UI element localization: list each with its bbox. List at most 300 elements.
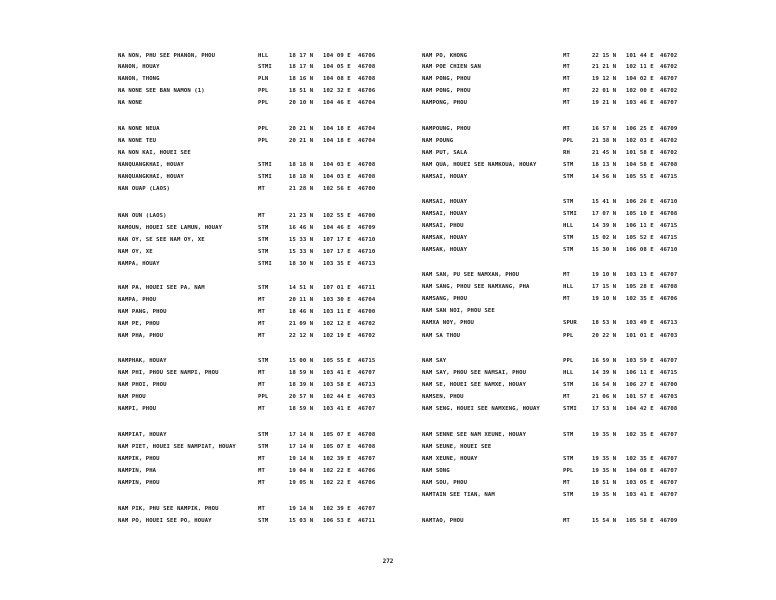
entry-type: HLL xyxy=(258,53,269,59)
entry-lon: 103 41 E xyxy=(323,370,351,376)
entry-lat: 15 03 N xyxy=(289,518,314,524)
entry-code: 46710 xyxy=(660,199,678,205)
entry-code: 46708 xyxy=(660,406,678,412)
entry-lat: 15 30 N xyxy=(592,247,617,253)
entry-type: MT xyxy=(258,309,265,315)
entry-type: MT xyxy=(563,296,570,302)
entry-name: NAMTAO, PHOU xyxy=(422,518,464,524)
entry-type: PPL xyxy=(258,394,269,400)
entry-lat: 18 17 N xyxy=(289,64,314,70)
entry-type: MT xyxy=(258,456,265,462)
entry-lat: 14 39 N xyxy=(592,370,617,376)
gazetteer-entry xyxy=(0,62,776,72)
gazetteer-entry xyxy=(0,282,776,292)
entry-lon: 106 27 E xyxy=(626,382,654,388)
entry-lon: 102 39 E xyxy=(323,506,351,512)
entry-name: NAM POUNG xyxy=(422,138,454,144)
entry-code: 46707 xyxy=(660,76,678,82)
entry-lon: 102 32 E xyxy=(323,88,351,94)
gazetteer-entry xyxy=(0,259,776,269)
entry-lat: 16 59 N xyxy=(592,358,617,364)
entry-lat: 20 21 N xyxy=(289,126,314,132)
entry-type: HLL xyxy=(563,370,574,376)
entry-name: NAM PE, PHOU xyxy=(118,321,160,327)
entry-lon: 105 55 E xyxy=(323,358,351,364)
entry-name: NAM POE CHIEN SAN xyxy=(422,64,481,70)
entry-name: NAMPA, HOUAY xyxy=(118,261,160,267)
entry-type: STM xyxy=(563,162,574,168)
entry-lon: 102 35 E xyxy=(626,456,654,462)
entry-name: NAM XEUNE, HOUAY xyxy=(422,456,478,462)
entry-code: 46706 xyxy=(358,88,376,94)
entry-name: NANQUANGKHAI, HOUAY xyxy=(118,162,184,168)
entry-type: STM xyxy=(563,492,574,498)
entry-lon: 107 17 E xyxy=(323,249,351,255)
entry-code: 46710 xyxy=(358,237,376,243)
entry-name: NAM SAN NOI, PHOU SEE xyxy=(422,308,495,314)
entry-name: NAMSANG, PHOU xyxy=(422,296,468,302)
entry-lat: 22 15 N xyxy=(592,53,617,59)
entry-name: NA NONE xyxy=(118,100,143,106)
entry-lon: 102 11 E xyxy=(626,64,654,70)
entry-name: NAMXA NOY, PHOU xyxy=(422,320,475,326)
entry-code: 46703 xyxy=(358,394,376,400)
entry-code: 46715 xyxy=(660,223,678,229)
gazetteer-entry xyxy=(0,209,776,219)
entry-lat: 17 53 N xyxy=(592,406,617,412)
entry-type: STMI xyxy=(563,211,577,217)
entry-type: STMI xyxy=(258,64,272,70)
entry-lat: 16 57 N xyxy=(592,126,617,132)
entry-lon: 104 08 E xyxy=(626,468,654,474)
entry-lon: 103 30 E xyxy=(323,297,351,303)
entry-lon: 101 57 E xyxy=(626,394,654,400)
entry-lat: 19 35 N xyxy=(592,432,617,438)
entry-code: 46706 xyxy=(660,296,678,302)
gazetteer-entry xyxy=(0,478,776,488)
entry-name: NAM SONG xyxy=(422,468,450,474)
entry-type: MT xyxy=(563,53,570,59)
entry-code: 46703 xyxy=(660,333,678,339)
entry-code: 46703 xyxy=(660,394,678,400)
gazetteer-entry xyxy=(0,51,776,61)
entry-code: 46708 xyxy=(660,162,678,168)
entry-type: HLL xyxy=(563,284,574,290)
entry-lat: 15 02 N xyxy=(592,235,617,241)
entry-code: 46708 xyxy=(660,284,678,290)
entry-code: 46707 xyxy=(358,406,376,412)
entry-type: MT xyxy=(258,370,265,376)
gazetteer-entry xyxy=(0,98,776,108)
entry-lat: 19 10 N xyxy=(592,272,617,278)
entry-lat: 18 18 N xyxy=(289,174,314,180)
entry-name: NA NON, PHU SEE PHANON, PHOU xyxy=(118,53,216,59)
entry-type: MT xyxy=(563,126,570,132)
entry-name: NAM SENNE SEE NAM XEUNE, HOUAY xyxy=(422,432,527,438)
entry-name: NA NONE TEU xyxy=(118,138,157,144)
entry-lat: 19 35 N xyxy=(592,492,617,498)
entry-lat: 21 21 N xyxy=(592,64,617,70)
entry-name: NAM PHOU xyxy=(118,394,146,400)
entry-type: STM xyxy=(563,174,574,180)
entry-lat: 17 14 N xyxy=(289,444,314,450)
entry-lon: 102 56 E xyxy=(323,186,351,192)
entry-code: 46700 xyxy=(358,213,376,219)
entry-lon: 103 41 E xyxy=(626,492,654,498)
entry-lat: 21 38 N xyxy=(592,138,617,144)
entry-lon: 105 07 E xyxy=(323,444,351,450)
entry-type: SPUR xyxy=(563,320,577,326)
entry-type: MT xyxy=(258,468,265,474)
entry-lat: 18 46 N xyxy=(289,309,314,315)
entry-type: STM xyxy=(258,237,269,243)
entry-type: PPL xyxy=(563,468,574,474)
entry-type: MT xyxy=(563,272,570,278)
entry-type: PPL xyxy=(258,138,269,144)
entry-name: NAM SA THOU xyxy=(422,333,461,339)
entry-lat: 20 11 N xyxy=(289,297,314,303)
entry-lat: 17 07 N xyxy=(592,211,617,217)
entry-code: 46713 xyxy=(358,261,376,267)
entry-lon: 105 52 E xyxy=(626,235,654,241)
entry-lon: 107 17 E xyxy=(323,237,351,243)
entry-code: 46707 xyxy=(660,480,678,486)
entry-code: 46700 xyxy=(358,186,376,192)
entry-lon: 102 35 E xyxy=(626,432,654,438)
entry-lat: 21 23 N xyxy=(289,213,314,219)
entry-lon: 102 12 E xyxy=(323,321,351,327)
entry-lat: 14 51 N xyxy=(289,285,314,291)
entry-name: NAMPA, PHOU xyxy=(118,297,157,303)
entry-code: 46704 xyxy=(358,297,376,303)
entry-code: 46708 xyxy=(358,444,376,450)
entry-code: 46702 xyxy=(660,64,678,70)
entry-name: NAM PANG, PHOU xyxy=(118,309,167,315)
entry-lat: 18 13 N xyxy=(592,162,617,168)
entry-name: NAMPIN, PHOU xyxy=(118,480,160,486)
entry-name: NAMPOUNG, PHOU xyxy=(422,126,471,132)
entry-lat: 20 22 N xyxy=(592,333,617,339)
entry-type: STM xyxy=(258,249,269,255)
entry-name: NANON, HOUAY xyxy=(118,64,160,70)
entry-code: 46706 xyxy=(358,53,376,59)
entry-lat: 19 14 N xyxy=(289,456,314,462)
entry-name: NAMSAI, HOUAY xyxy=(422,211,468,217)
entry-type: MT xyxy=(258,382,265,388)
gazetteer-entry xyxy=(0,160,776,170)
entry-lon: 104 09 E xyxy=(323,53,351,59)
entry-type: MT xyxy=(258,333,265,339)
entry-code: 46708 xyxy=(358,432,376,438)
gazetteer-entry xyxy=(0,356,776,366)
gazetteer-entry xyxy=(0,136,776,146)
entry-code: 46706 xyxy=(358,468,376,474)
gazetteer-entry xyxy=(0,504,776,514)
entry-name: NAMSEN, PHOU xyxy=(422,394,464,400)
entry-name: NAMPIAT, HOUAY xyxy=(118,432,167,438)
entry-name: NAM PIET, HOUEI SEE NAMPIAT, HOUAY xyxy=(118,444,236,450)
entry-name: NA NONE SEE BAN NAMON (1) xyxy=(118,88,205,94)
entry-type: PPL xyxy=(563,358,574,364)
entry-lat: 16 54 N xyxy=(592,382,617,388)
entry-code: 46709 xyxy=(358,225,376,231)
gazetteer-entry xyxy=(0,74,776,84)
entry-type: MT xyxy=(258,321,265,327)
entry-name: NANON, THONG xyxy=(118,76,160,82)
gazetteer-entry xyxy=(0,148,776,158)
entry-code: 46704 xyxy=(358,100,376,106)
gazetteer-entry xyxy=(0,404,776,414)
entry-lon: 104 03 E xyxy=(323,174,351,180)
entry-type: STMI xyxy=(258,174,272,180)
entry-name: NAM PONG, PHOU xyxy=(422,88,471,94)
entry-name: NANQUANGKHAI, HOUAY xyxy=(118,174,184,180)
entry-type: STM xyxy=(258,225,269,231)
entry-code: 46702 xyxy=(660,53,678,59)
entry-lat: 17 15 N xyxy=(592,284,617,290)
entry-name: NAM SAY xyxy=(422,358,447,364)
entry-name: NAM PHA, PHOU xyxy=(118,333,164,339)
entry-code: 46706 xyxy=(358,480,376,486)
entry-lon: 104 08 E xyxy=(323,76,351,82)
gazetteer-entry xyxy=(0,380,776,390)
entry-name: NAM PUT, SALA xyxy=(422,150,468,156)
entry-lat: 18 39 N xyxy=(289,382,314,388)
entry-name: NAN OUN (LAOS) xyxy=(118,213,167,219)
entry-lon: 104 46 E xyxy=(323,225,351,231)
entry-type: PPL xyxy=(258,126,269,132)
entry-lon: 106 25 E xyxy=(626,126,654,132)
entry-code: 46715 xyxy=(660,370,678,376)
entry-type: MT xyxy=(563,88,570,94)
entry-lat: 21 09 N xyxy=(289,321,314,327)
entry-lat: 18 53 N xyxy=(592,320,617,326)
entry-lat: 20 57 N xyxy=(289,394,314,400)
entry-name: NAM SAY, PHOU SEE NAMSAI, PHOU xyxy=(422,370,527,376)
entry-name: NAMSAK, HOUAY xyxy=(422,247,468,253)
entry-name: NAM PONG, PHOU xyxy=(422,76,471,82)
entry-name: NAMSAI, PHOU xyxy=(422,223,464,229)
entry-code: 46713 xyxy=(358,382,376,388)
entry-name: NAMSAI, HOUAY xyxy=(422,199,468,205)
entry-lat: 18 16 N xyxy=(289,76,314,82)
entry-lat: 21 06 N xyxy=(592,394,617,400)
entry-name: NAM QUA, HOUEI SEE NAMKOUA, HOUAY xyxy=(422,162,537,168)
entry-name: NAM PHI, PHOU SEE NAMPI, PHOU xyxy=(118,370,219,376)
gazetteer-entry xyxy=(0,442,776,452)
entry-code: 46715 xyxy=(358,358,376,364)
entry-code: 46710 xyxy=(358,249,376,255)
entry-type: STM xyxy=(563,432,574,438)
entry-lon: 101 01 E xyxy=(626,333,654,339)
gazetteer-entry xyxy=(0,233,776,243)
entry-lon: 106 26 E xyxy=(626,199,654,205)
entry-code: 46704 xyxy=(358,126,376,132)
gazetteer-entry xyxy=(0,306,776,316)
entry-code: 46711 xyxy=(358,285,376,291)
entry-lon: 103 58 E xyxy=(323,382,351,388)
entry-lon: 104 05 E xyxy=(323,64,351,70)
entry-code: 46707 xyxy=(358,506,376,512)
entry-type: PPL xyxy=(563,138,574,144)
entry-name: NAM SENG, HOUEI SEE NAMXENG, HOUAY xyxy=(422,406,540,412)
entry-name: NAM PO, HOUEI SEE PO, HOUAY xyxy=(118,518,212,524)
entry-code: 46707 xyxy=(660,492,678,498)
entry-lon: 103 41 E xyxy=(323,406,351,412)
entry-code: 46702 xyxy=(660,88,678,94)
entry-name: NAM SEUNE, HOUEI SEE xyxy=(422,444,492,450)
entry-lon: 103 49 E xyxy=(626,320,654,326)
entry-type: PPL xyxy=(258,88,269,94)
gazetteer-entry xyxy=(0,294,776,304)
entry-type: STMI xyxy=(563,406,577,412)
gazetteer-entry xyxy=(0,197,776,207)
entry-code: 46708 xyxy=(358,162,376,168)
entry-lon: 102 19 E xyxy=(323,333,351,339)
entry-lon: 102 35 E xyxy=(626,296,654,302)
entry-type: HLL xyxy=(563,223,574,229)
entry-type: PPL xyxy=(563,333,574,339)
entry-lon: 102 22 E xyxy=(323,480,351,486)
entry-lat: 18 59 N xyxy=(289,370,314,376)
entry-name: NA NONE NEUA xyxy=(118,126,160,132)
entry-type: MT xyxy=(258,506,265,512)
gazetteer-entry xyxy=(0,124,776,134)
entry-type: MT xyxy=(563,518,570,524)
entry-name: NAMOUN, HOUEI SEE LAMUN, HOUAY xyxy=(118,225,223,231)
entry-lat: 14 56 N xyxy=(592,174,617,180)
entry-code: 46707 xyxy=(660,456,678,462)
entry-type: STM xyxy=(563,247,574,253)
entry-code: 46704 xyxy=(358,138,376,144)
entry-name: NA NON KAI, HOUEI SEE xyxy=(118,150,191,156)
entry-name: NAMPONG, PHOU xyxy=(422,100,468,106)
entry-type: MT xyxy=(563,480,570,486)
entry-lat: 15 54 N xyxy=(592,518,617,524)
entry-lon: 103 05 E xyxy=(626,480,654,486)
gazetteer-entry xyxy=(0,270,776,280)
entry-lat: 19 05 N xyxy=(289,480,314,486)
entry-lat: 18 51 N xyxy=(289,88,314,94)
gazetteer-entry xyxy=(0,245,776,255)
entry-name: NAM PO, KHONG xyxy=(422,53,468,59)
gazetteer-entry xyxy=(0,172,776,182)
gazetteer-entry xyxy=(0,516,776,526)
entry-type: MT xyxy=(258,480,265,486)
entry-name: NAM SAN, PU SEE NAMXAN, PHOU xyxy=(422,272,520,278)
entry-lon: 104 46 E xyxy=(323,100,351,106)
gazetteer-entry xyxy=(0,454,776,464)
entry-lon: 104 18 E xyxy=(323,126,351,132)
entry-type: MT xyxy=(563,394,570,400)
entry-lat: 18 51 N xyxy=(592,480,617,486)
entry-code: 46707 xyxy=(358,456,376,462)
gazetteer-entry xyxy=(0,392,776,402)
entry-code: 46702 xyxy=(660,138,678,144)
entry-code: 46711 xyxy=(358,518,376,524)
page-number: 272 xyxy=(382,558,394,565)
entry-code: 46702 xyxy=(358,333,376,339)
entry-name: NAMPIK, PHOU xyxy=(118,456,160,462)
entry-lat: 15 33 N xyxy=(289,249,314,255)
entry-lat: 18 59 N xyxy=(289,406,314,412)
entry-type: MT xyxy=(563,64,570,70)
entry-lon: 103 59 E xyxy=(626,358,654,364)
entry-lon: 104 02 E xyxy=(626,76,654,82)
entry-code: 46709 xyxy=(660,126,678,132)
entry-lon: 102 03 E xyxy=(626,138,654,144)
entry-type: MT xyxy=(258,213,265,219)
entry-code: 46715 xyxy=(660,235,678,241)
entry-name: NAN OY, SE SEE NAM OY, XE xyxy=(118,237,205,243)
entry-lat: 18 18 N xyxy=(289,162,314,168)
entry-lat: 22 01 N xyxy=(592,88,617,94)
gazetteer-entry xyxy=(0,221,776,231)
entry-lon: 105 55 E xyxy=(626,174,654,180)
entry-lon: 103 46 E xyxy=(626,100,654,106)
entry-lon: 101 44 E xyxy=(626,53,654,59)
gazetteer-entry xyxy=(0,318,776,328)
entry-lon: 107 01 E xyxy=(323,285,351,291)
entry-name: NAMPHAK, HOUAY xyxy=(118,358,167,364)
entry-lat: 20 10 N xyxy=(289,100,314,106)
entry-code: 46708 xyxy=(358,174,376,180)
entry-lon: 105 28 E xyxy=(626,284,654,290)
entry-lon: 105 10 E xyxy=(626,211,654,217)
entry-name: NAM SANG, PHOU SEE NAMXANG, PHA xyxy=(422,284,530,290)
entry-name: NAMSAK, HOUAY xyxy=(422,235,468,241)
entry-name: NAMSAI, HOUAY xyxy=(422,174,468,180)
entry-type: MT xyxy=(258,186,265,192)
entry-type: PPL xyxy=(258,100,269,106)
entry-type: STMI xyxy=(258,261,272,267)
entry-code: 46708 xyxy=(660,211,678,217)
entry-lon: 106 53 E xyxy=(323,518,351,524)
entry-lat: 19 21 N xyxy=(592,100,617,106)
entry-type: MT xyxy=(563,76,570,82)
entry-lat: 19 04 N xyxy=(289,468,314,474)
entry-lat: 22 12 N xyxy=(289,333,314,339)
entry-lon: 105 07 E xyxy=(323,432,351,438)
entry-name: NAM PA, HOUEI SEE PA, NAM xyxy=(118,285,205,291)
entry-type: STM xyxy=(258,518,269,524)
entry-type: PLN xyxy=(258,76,269,82)
entry-lon: 102 22 E xyxy=(323,468,351,474)
entry-code: 46707 xyxy=(660,100,678,106)
entry-name: NAMPIN, PHA xyxy=(118,468,157,474)
entry-type: STM xyxy=(258,444,269,450)
entry-type: STM xyxy=(258,285,269,291)
entry-lon: 102 44 E xyxy=(323,394,351,400)
entry-lat: 15 00 N xyxy=(289,358,314,364)
entry-lat: 14 39 N xyxy=(592,223,617,229)
gazetteer-entry xyxy=(0,184,776,194)
entry-type: RH xyxy=(563,150,570,156)
entry-code: 46709 xyxy=(660,518,678,524)
entry-lat: 17 14 N xyxy=(289,432,314,438)
entry-lon: 104 03 E xyxy=(323,162,351,168)
entry-lat: 15 41 N xyxy=(592,199,617,205)
entry-code: 46710 xyxy=(660,247,678,253)
entry-code: 46700 xyxy=(660,382,678,388)
entry-lon: 106 11 E xyxy=(626,223,654,229)
entry-name: NAM OY, XE xyxy=(118,249,153,255)
entry-lon: 106 11 E xyxy=(626,370,654,376)
gazetteer-entry xyxy=(0,86,776,96)
entry-code: 46707 xyxy=(358,370,376,376)
entry-code: 46702 xyxy=(358,321,376,327)
entry-lat: 21 45 N xyxy=(592,150,617,156)
